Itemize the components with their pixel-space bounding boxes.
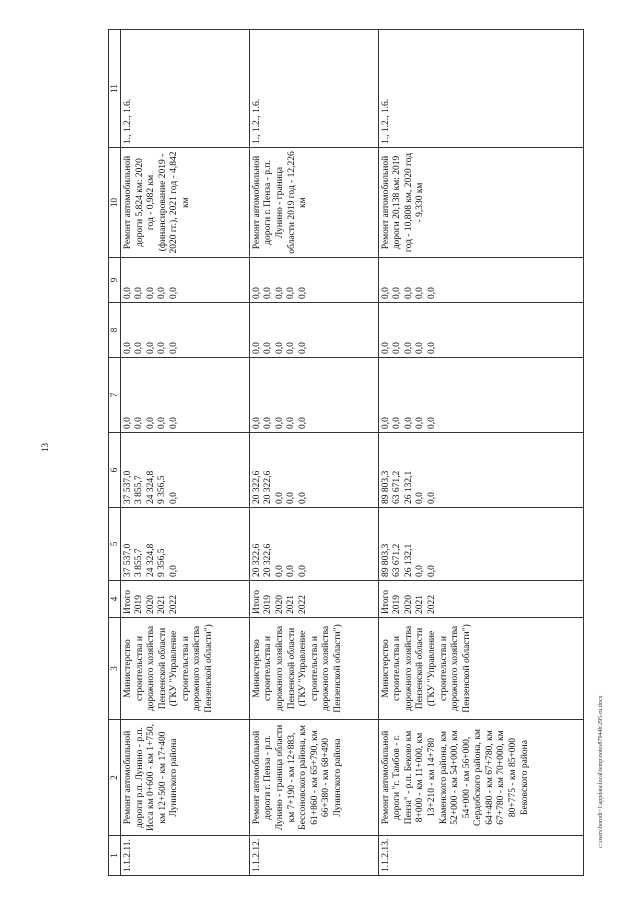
amount-value: 0,0 (426, 417, 437, 429)
years-cell (249, 581, 378, 618)
row-id: 1.1.2.12. (249, 836, 378, 876)
column-number-row (109, 30, 121, 876)
col6-cell (120, 433, 249, 508)
year-value: 2019 (263, 595, 274, 614)
amount-value: 0,0 (251, 287, 262, 299)
amount-value: 0,0 (297, 287, 308, 299)
amount-value: 0,0 (380, 417, 391, 429)
amount-value: 37 537,0 (122, 543, 133, 577)
expected-result: Ремонт автомобильной дороги г. Пенза - р.п. Лунино - граница области 2019 год - 12,226 км (249, 148, 378, 258)
year-value: 2022 (168, 595, 179, 614)
rotated-page-content (108, 30, 584, 876)
amount-value: 0,0 (157, 287, 168, 299)
indicators: 1., 1.2., 1.6. (378, 30, 583, 148)
amount-value: 63 671,2 (392, 543, 403, 577)
column-header: 7 (109, 358, 121, 433)
year-value: Итого (380, 589, 391, 614)
col8-cell (249, 303, 378, 358)
amount-value: 0,0 (251, 342, 262, 354)
expected-result: Ремонт автомобильной дороги 20,138 км: 2019 год - 10,808 км, 2020 год - 9,330 км (378, 148, 583, 258)
amount-value: 0,0 (392, 342, 403, 354)
year-value: 2021 (286, 595, 297, 614)
amount-value: 0,0 (286, 565, 297, 577)
amount-value: 0,0 (122, 287, 133, 299)
amount-value: 24 324,8 (145, 470, 156, 504)
expected-result: Ремонт автомобильной дороги 5,824 км: 2020 год - 0,982 км (финансирование 2019 - 2020 гг.), 2021 год - 4,842 км (120, 148, 249, 258)
year-value: Итого (122, 589, 133, 614)
column-header: 5 (109, 508, 121, 581)
amount-value: 0,0 (286, 287, 297, 299)
amount-value: 0,0 (426, 492, 437, 504)
amount-value: 63 671,2 (392, 470, 403, 504)
year-value: 2022 (426, 595, 437, 614)
col5-cell (378, 508, 583, 581)
col7-cell (249, 358, 378, 433)
amount-value: 20 322,6 (251, 543, 262, 577)
column-header: 9 (109, 258, 121, 303)
amount-value: 0,0 (380, 342, 391, 354)
row-id: 1.1.2.13. (378, 836, 583, 876)
amount-value: 0,0 (168, 565, 179, 577)
amount-value: 20 322,6 (263, 543, 274, 577)
file-path-footer: c:\users\borodi~1\appdata\local\temp\notes87944b\295-ru.docx (598, 695, 604, 848)
amount-value: 0,0 (274, 492, 285, 504)
amount-value: 0,0 (122, 417, 133, 429)
column-header: 2 (109, 720, 121, 836)
amount-value: 0,0 (415, 492, 426, 504)
amount-value: 0,0 (415, 417, 426, 429)
amount-value: 0,0 (426, 342, 437, 354)
year-value: 2020 (145, 595, 156, 614)
amount-value: 0,0 (415, 287, 426, 299)
amount-value: 0,0 (274, 565, 285, 577)
amount-value: 0,0 (157, 342, 168, 354)
activity-name: Ремонт автомобильной дороги р.п. Лунино - р.п. Исса км 0+600 - км 1+750, км 12+500 - км 17+400 Лунинского района (120, 720, 249, 836)
amount-value: 24 324,8 (145, 543, 156, 577)
column-header: 10 (109, 148, 121, 258)
program-activities-table (108, 29, 584, 876)
executor: Министерство строительства и дорожного хозяйства Пензенской области (ГКУ "Управление строительства и дорожного хозяйства Пензенской области") (120, 618, 249, 720)
column-header: 8 (109, 303, 121, 358)
executor: Министерство строительства и дорожного хозяйства Пензенской области (ГКУ "Управление строительства и дорожного хозяйства Пензенской области") (249, 618, 378, 720)
col5-cell (120, 508, 249, 581)
amount-value: 0,0 (145, 287, 156, 299)
year-value: 2021 (415, 595, 426, 614)
amount-value: 89 803,3 (380, 470, 391, 504)
year-value: 2019 (392, 595, 403, 614)
amount-value: 0,0 (286, 417, 297, 429)
executor: Министерство строительства и дорожного хозяйства Пензенской области (ГКУ "Управление строительства и дорожного хозяйства Пензенской области") (378, 618, 583, 720)
col6-cell (249, 433, 378, 508)
amount-value: 0,0 (251, 417, 262, 429)
column-header: 1 (109, 836, 121, 876)
amount-value: 0,0 (168, 287, 179, 299)
table-row (378, 30, 583, 876)
amount-value: 0,0 (145, 342, 156, 354)
col9-cell (249, 258, 378, 303)
amount-value: 26 132,1 (403, 470, 414, 504)
col7-cell (120, 358, 249, 433)
table-row (249, 30, 378, 876)
col7-cell (378, 358, 583, 433)
col8-cell (120, 303, 249, 358)
amount-value: 37 537,0 (122, 470, 133, 504)
amount-value: 0,0 (415, 342, 426, 354)
col5-cell (249, 508, 378, 581)
amount-value: 0,0 (297, 342, 308, 354)
year-value: Итого (251, 589, 262, 614)
amount-value: 26 132,1 (403, 543, 414, 577)
indicators: 1., 1.2., 1.6. (249, 30, 378, 148)
amount-value: 20 322,6 (251, 470, 262, 504)
amount-value: 9 356,5 (157, 475, 168, 504)
amount-value: 0,0 (134, 287, 145, 299)
amount-value: 0,0 (380, 287, 391, 299)
activity-name: Ремонт автомобильной дороги г. Пенза - р.п. Лунино - граница области км 7+190 - км 12+883, Бессоновского района, км 61+860 - км 65+790, км 66+380 - км 68+490 Лунинского района (249, 720, 378, 836)
amount-value: 0,0 (263, 417, 274, 429)
amount-value: 0,0 (145, 417, 156, 429)
year-value: 2020 (403, 595, 414, 614)
amount-value: 0,0 (392, 417, 403, 429)
amount-value: 0,0 (392, 287, 403, 299)
activity-name: Ремонт автомобильной дороги "г. Тамбов - г. Пенза" - р.п. Беково км 8+000 - км 11+000, км 13+210 - км 14+780 Каменского района, км 52+000 - км 54+000, км 54+000 - км 56+000, Сердобского района, км 64+480 - км 67+780, км 67+780 - км 70+000, км 80+775 - км 85+000 Бековского района (378, 720, 583, 836)
amount-value: 0,0 (426, 287, 437, 299)
amount-value: 3 855,7 (134, 548, 145, 577)
amount-value: 0,0 (263, 342, 274, 354)
amount-value: 0,0 (286, 342, 297, 354)
year-value: 2019 (134, 595, 145, 614)
amount-value: 0,0 (297, 492, 308, 504)
year-value: 2021 (157, 595, 168, 614)
amount-value: 0,0 (297, 417, 308, 429)
amount-value: 20 322,6 (263, 470, 274, 504)
amount-value: 0,0 (297, 565, 308, 577)
amount-value: 0,0 (286, 492, 297, 504)
amount-value: 0,0 (403, 287, 414, 299)
column-header: 3 (109, 618, 121, 720)
column-header: 6 (109, 433, 121, 508)
years-cell (378, 581, 583, 618)
amount-value: 3 855,7 (134, 475, 145, 504)
table-row (120, 30, 249, 876)
amount-value: 89 803,3 (380, 543, 391, 577)
page-number: 13 (40, 443, 50, 452)
amount-value: 0,0 (134, 342, 145, 354)
amount-value: 0,0 (403, 342, 414, 354)
amount-value: 0,0 (274, 342, 285, 354)
amount-value: 0,0 (157, 417, 168, 429)
indicators: 1., 1.2., 1.6. (120, 30, 249, 148)
amount-value: 0,0 (134, 417, 145, 429)
amount-value: 0,0 (274, 417, 285, 429)
amount-value: 0,0 (168, 417, 179, 429)
year-value: 2020 (274, 595, 285, 614)
col9-cell (120, 258, 249, 303)
column-header: 11 (109, 30, 121, 148)
amount-value: 0,0 (168, 492, 179, 504)
amount-value: 0,0 (168, 342, 179, 354)
col6-cell (378, 433, 583, 508)
amount-value: 0,0 (403, 417, 414, 429)
column-header: 4 (109, 581, 121, 618)
col9-cell (378, 258, 583, 303)
col8-cell (378, 303, 583, 358)
year-value: 2022 (297, 595, 308, 614)
amount-value: 0,0 (415, 565, 426, 577)
amount-value: 0,0 (263, 287, 274, 299)
amount-value: 0,0 (122, 342, 133, 354)
amount-value: 0,0 (426, 565, 437, 577)
years-cell (120, 581, 249, 618)
row-id: 1.1.2.11. (120, 836, 249, 876)
amount-value: 0,0 (274, 287, 285, 299)
amount-value: 9 356,5 (157, 548, 168, 577)
